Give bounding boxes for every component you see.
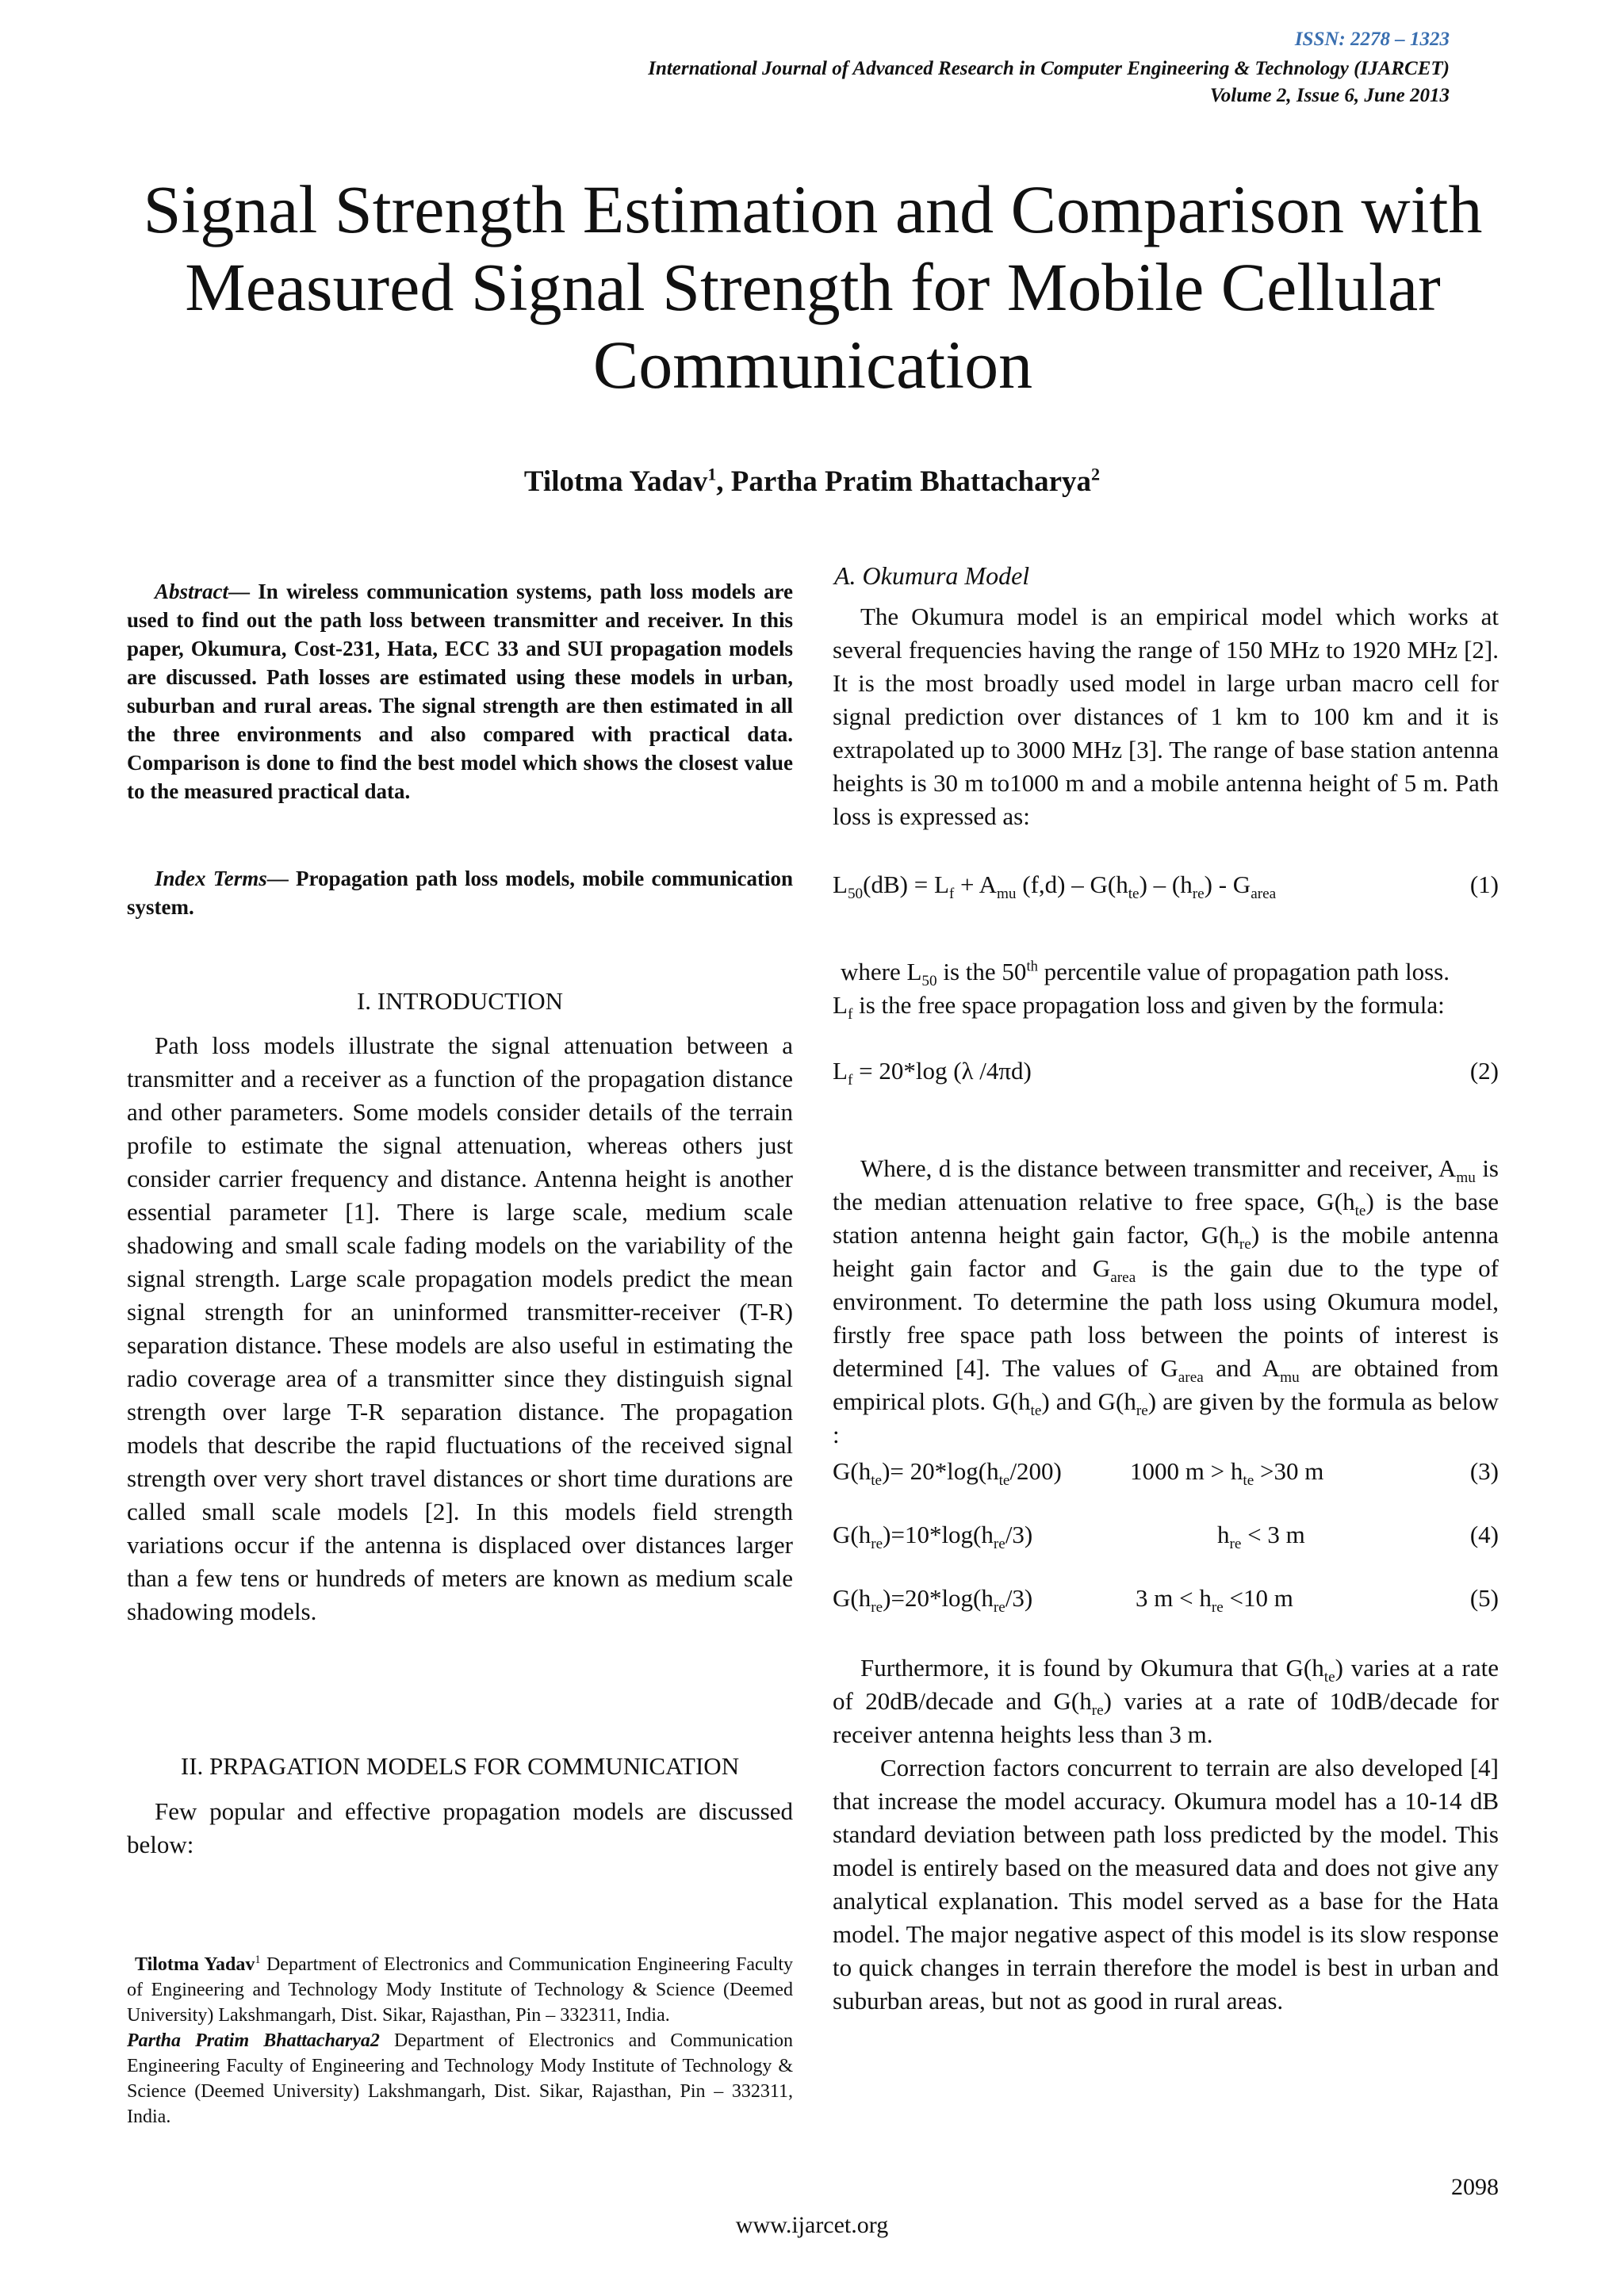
section-heading-propagation-models: II. PRPAGATION MODELS FOR COMMUNICATION bbox=[180, 1752, 740, 1780]
footnote-text-2: Department of Electronics and Communication Engineering Faculty of Engineering and Technology Mody Institute of Technology & Science (Deemed University) Lakshmangarh, Dist. Sikar, Rajasthan, Pin – 332311, India. bbox=[127, 2030, 793, 2127]
subsection-heading-okumura: A. Okumura Model bbox=[834, 561, 1030, 590]
journal-volume: Volume 2, Issue 6, June 2013 bbox=[1209, 85, 1450, 106]
footnote-name-1: Tilotma Yadav bbox=[135, 1954, 255, 1975]
okumura-p2-a: is the 50 bbox=[936, 958, 1027, 985]
journal-name: International Journal of Advanced Research in Computer Engineering & Technology (IJARCET) bbox=[648, 58, 1450, 79]
paper-title: Signal Strength Estimation and Comparison with Measured Signal Strength for Mobile Cellular Communication bbox=[143, 171, 1483, 403]
okumura-p2-b: percentile value of propagation path loss. bbox=[1037, 958, 1450, 985]
section-heading-introduction: I. INTRODUCTION bbox=[356, 987, 564, 1015]
okumura-intro bbox=[833, 600, 1499, 833]
okumura-paragraph-3-text: Where, d is the distance between transmitter and receiver, $A_{mu}$ is the median attenuation relative to free space, $G(h_{te})$ is the base station antenna height gain factor, $G(h_{re})$ is the mobile antenna height gain factor and $G_{area}$ is the gain due to the type of environment. To determine the path loss using Okumura model, firstly free space path loss between the points of interest is determined [4]. The values of $G_{area}$ and $A_{mu}$ are obtained from empirical plots. $G(h_{te})$ and $G(h_{re})$ are given by the formula as below : bbox=[833, 1154, 1500, 1448]
equation-2 bbox=[833, 1057, 1499, 1092]
equation-3 bbox=[833, 1457, 1499, 1492]
author-separator: , bbox=[716, 465, 731, 498]
index-terms-lead: Index Terms bbox=[155, 867, 267, 890]
footnote-text-1: Department of Electronics and Communication Engineering Faculty of Engineering and Technology Mody Institute of Technology & Science (Deemed University) Lakshmangarh, Dist. Sikar, Rajasthan, Pin – 332311, India. bbox=[127, 1954, 793, 2026]
equation-5-condition: 3 $m < h_{re} <10$ m bbox=[1136, 1584, 1293, 1617]
equation-4-number: (4) bbox=[1469, 1521, 1499, 1548]
okumura-paragraph-4 bbox=[833, 1651, 1499, 2018]
equation-3-expression: $G(h_{te})= 20*\log(h_{te}/200)$ bbox=[833, 1457, 1062, 1490]
equation-3-condition: 1000 $m > h_{te} >30$ m bbox=[1130, 1457, 1324, 1490]
equation-2-number: (2) bbox=[1469, 1057, 1499, 1085]
introduction-body bbox=[127, 1029, 793, 1628]
author-2-affiliation-mark: 2 bbox=[1091, 464, 1101, 484]
equation-3-number: (3) bbox=[1469, 1457, 1499, 1485]
abstract-lead: Abstract bbox=[155, 580, 229, 603]
okumura-paragraph-3 bbox=[833, 1152, 1499, 1452]
equation-5-expression: $G(h_{re})=20*\log(h_{re}/3)$ bbox=[833, 1584, 1033, 1617]
footnote-author-1 bbox=[127, 1952, 793, 2028]
equation-4 bbox=[833, 1521, 1499, 1556]
okumura-p2-c: is the free space propagation loss and given by the formula: bbox=[852, 991, 1445, 1019]
author-1: Tilotma Yadav bbox=[523, 465, 708, 498]
footnote-author-2 bbox=[127, 2028, 793, 2130]
page-number: 2098 bbox=[1451, 2174, 1499, 2200]
okumura-paragraph-5: Correction factors concurrent to terrain are also developed [4] that increase the model accuracy. Okumura model has a 10-14 dB standard deviation between path loss predicted by the model. This model is entirely based on the measured data and does not give any analytical explanation. This model served as a base for the Hata model. The major negative aspect of this model is its slow response to quick changes in terrain therefore the model is best in urban and suburban areas, but not as good in rural areas. bbox=[833, 1754, 1499, 2015]
equation-2-expression: $L_f = 20*\log$ (λ /4πd) bbox=[833, 1057, 1032, 1089]
introduction-paragraph: Path loss models illustrate the signal attenuation between a transmitter and a receiver as a function of the propagation distance and other parameters. Some models consider details of the terrain profile to estimate the signal attenuation, whereas others just consider carrier frequency and distance. Antenna height is another essential parameter [1]. There is large scale, medium scale shadowing and small scale fading models on the variability of the signal strength. Large scale propagation models predict the mean signal strength for an uninformed transmitter-receiver (T-R) separation distance. These models are also useful in estimating the radio coverage area of a transmitter since they distinguish signal strength over large T-R separation distance. The propagation models that describe the rapid fluctuations of the received signal strength over very short travel distances or short time durations are called small scale models [2]. In this models field strength variations occur if the antenna is displaced over distances larger than a few tens or hundreds of meters are known as medium scale shadowing models. bbox=[127, 1031, 793, 1625]
okumura-paragraph-2-line-1: where $L_{50}$ is the 50th percentile value of propagation path loss. bbox=[841, 958, 1450, 990]
footer-url[interactable]: www.ijarcet.org bbox=[735, 2212, 889, 2238]
okumura-paragraph-2 bbox=[833, 955, 1499, 1022]
footnote-name-1-mark: 1 bbox=[255, 1954, 261, 1966]
equation-1-number: (1) bbox=[1469, 871, 1499, 898]
okumura-paragraph-1: The Okumura model is an empirical model which works at several frequencies having the range of 150 MHz to 1920 MHz [2]. It is the most broadly used model in large urban macro cell for signal prediction over distances of 1 km to 100 km and it is extrapolated up to 3000 MHz [3]. The range of base station antenna heights is 30 m to1000 m and a mobile antenna height of 5 m. Path loss is expressed as: bbox=[833, 603, 1499, 830]
section2-paragraph: Few popular and effective propagation models are discussed below: bbox=[127, 1797, 793, 1858]
author-affiliations-footnote bbox=[127, 1952, 793, 2130]
footnote-name-2: Partha Pratim Bhattacharya2 bbox=[127, 2030, 380, 2051]
okumura-paragraph-2-line-2: $L_f$ is the free space propagation loss and given by the formula: bbox=[833, 991, 1445, 1024]
index-terms-text: — Propagation path loss models, mobile communication system. bbox=[127, 867, 793, 919]
equation-5-number: (5) bbox=[1469, 1584, 1499, 1612]
equation-5 bbox=[833, 1584, 1499, 1619]
author-1-affiliation-mark: 1 bbox=[707, 464, 717, 484]
section2-body bbox=[127, 1795, 793, 1862]
author-2: Partha Pratim Bhattacharya bbox=[730, 465, 1091, 498]
okumura-p2-th: th bbox=[1026, 958, 1038, 975]
equation-4-condition: $h_{re} < 3$ m bbox=[1217, 1521, 1305, 1553]
abstract bbox=[127, 577, 793, 806]
journal-header bbox=[648, 55, 1450, 109]
abstract-text: — In wireless communication systems, path loss models are used to find out the path loss between transmitter and receiver. In this paper, Okumura, Cost-231, Hata, ECC 33 and SUI propagation models are discussed. Path losses are estimated using these models in urban, suburban and rural areas. The signal strength are then estimated in all the three environments and also compared with practical data. Comparison is done to find the best model which shows the closest value to the measured practical data. bbox=[127, 580, 793, 803]
equation-4-expression: $G(h_{re})=10*\log(h_{re}/3)$ bbox=[833, 1521, 1033, 1553]
author-line bbox=[0, 465, 1624, 499]
equation-1-expression: $L_{50}(dB) = L_f + A_{mu}$ $(f,d) - G(h_{te}) - (h_{re}) - G_{area}$ bbox=[833, 871, 1277, 903]
equation-1 bbox=[833, 871, 1499, 905]
okumura-paragraph-4-text: Furthermore, it is found by Okumura that $G(h_{te})$ varies at a rate of 20dB/decade and $G(h_{re})$ varies at a rate of 10dB/decade for receiver antenna heights less than 3 m. bbox=[833, 1654, 1499, 1748]
issn: ISSN: 2278 – 1323 bbox=[1294, 29, 1450, 50]
index-terms bbox=[127, 864, 793, 921]
